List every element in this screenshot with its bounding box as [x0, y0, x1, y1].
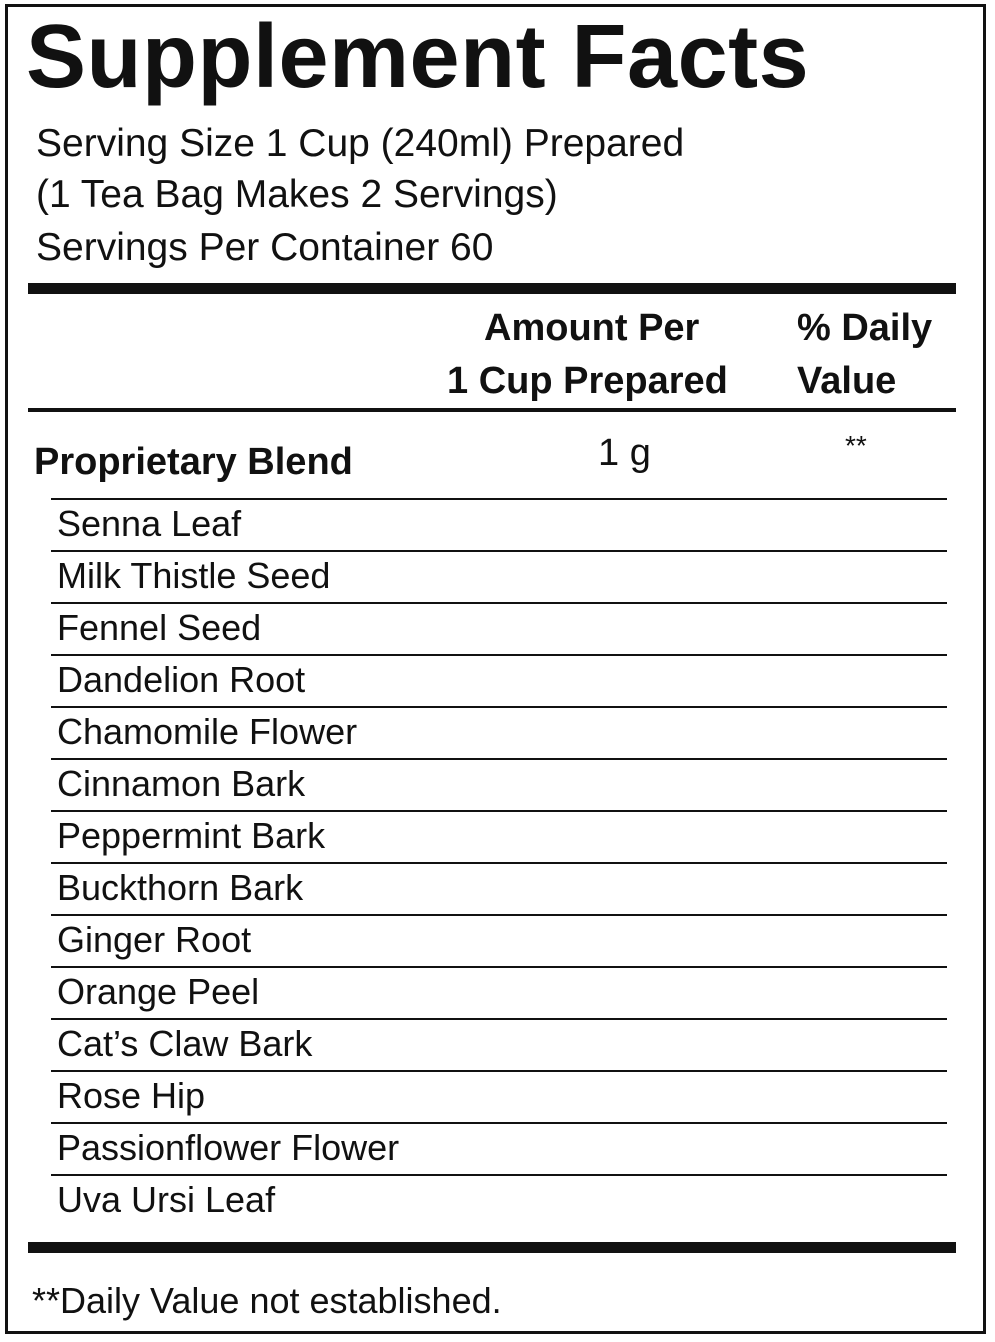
label-title: Supplement Facts [26, 7, 810, 107]
blend-name: Proprietary Blend [34, 441, 353, 483]
serving-note: (1 Tea Bag Makes 2 Servings) [36, 173, 558, 216]
blend-amount: 1 g [598, 432, 651, 474]
ingredient-name: Ginger Root [57, 919, 252, 960]
servings-per-container: Servings Per Container 60 [36, 226, 494, 269]
header-rule [28, 408, 956, 412]
ingredient-name: Uva Ursi Leaf [57, 1179, 276, 1220]
ingredient-name: Milk Thistle Seed [57, 555, 331, 596]
ingredient-row [51, 966, 947, 1018]
ingredient-name: Senna Leaf [57, 503, 242, 544]
ingredient-row [51, 654, 947, 706]
dv-header-line1: % Daily [797, 307, 933, 349]
ingredient-name: Cinnamon Bark [57, 763, 306, 804]
ingredient-name: Chamomile Flower [57, 711, 358, 752]
ingredient-row [51, 1018, 947, 1070]
ingredient-name: Peppermint Bark [57, 815, 326, 856]
ingredient-name: Orange Peel [57, 971, 260, 1012]
top-thick-rule [28, 283, 956, 294]
ingredient-row [51, 602, 947, 654]
ingredient-name: Dandelion Root [57, 659, 306, 700]
ingredient-name: Fennel Seed [57, 607, 262, 648]
blend-daily-value: ** [845, 430, 867, 461]
ingredient-row [51, 1070, 947, 1122]
amount-header-line1: Amount Per [484, 307, 700, 349]
footnote: **Daily Value not established. [32, 1280, 502, 1321]
serving-size: Serving Size 1 Cup (240ml) Prepared [36, 122, 685, 165]
ingredient-list [51, 498, 947, 1226]
ingredient-name: Buckthorn Bark [57, 867, 304, 908]
ingredient-row [51, 758, 947, 810]
bottom-thick-rule [28, 1242, 956, 1253]
ingredient-row [51, 810, 947, 862]
ingredient-row [51, 498, 947, 550]
ingredient-name: Passionflower Flower [57, 1127, 400, 1168]
ingredient-row [51, 550, 947, 602]
ingredient-row [51, 862, 947, 914]
dv-header-line2: Value [797, 360, 897, 402]
ingredient-row [51, 1174, 947, 1226]
ingredient-row [51, 914, 947, 966]
ingredient-name: Cat’s Claw Bark [57, 1023, 313, 1064]
ingredient-name: Rose Hip [57, 1075, 206, 1116]
amount-header-line2: 1 Cup Prepared [447, 360, 728, 402]
ingredient-row [51, 1122, 947, 1174]
ingredient-row [51, 706, 947, 758]
